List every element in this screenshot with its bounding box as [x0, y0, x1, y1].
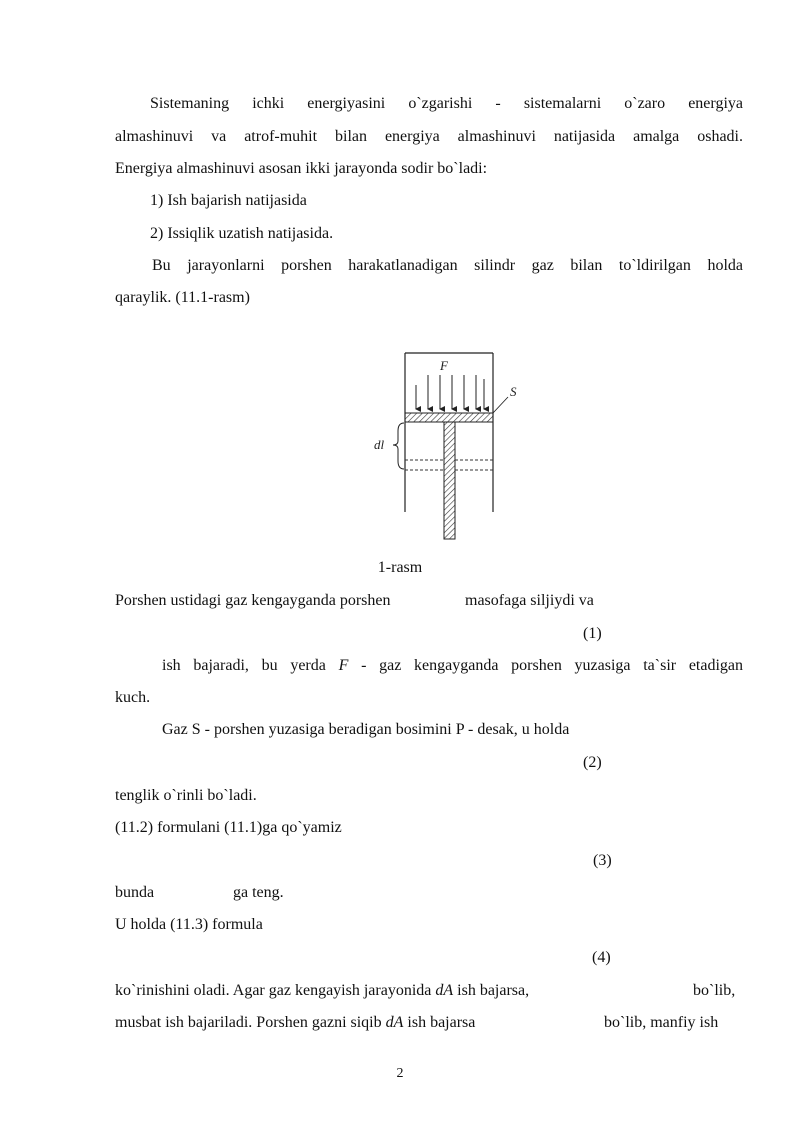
paragraph-6: tenglik o`rinli bo`ladi. — [115, 787, 257, 804]
dl-brace — [393, 423, 404, 469]
paragraph-10-symbol-da: dA — [435, 982, 454, 999]
paragraph-4-symbol-f: F — [338, 657, 349, 674]
paragraph-1-line-3: Energiya almashinuvi asosan ikki jarayonda sodir bo`ladi: — [115, 160, 488, 177]
figure-caption: 1-rasm — [377, 559, 423, 576]
paragraph-4-text-b: - gaz kengayganda porshen yuzasiga ta`sir etadigan — [361, 657, 744, 674]
piston-head — [405, 413, 493, 422]
paragraph-10-line-2-a — [115, 1013, 475, 1033]
paragraph-8-part-a: bunda — [115, 884, 155, 901]
paragraph-10-line-1-a — [115, 981, 529, 1001]
force-arrows — [416, 375, 484, 409]
area-label: S — [510, 384, 517, 399]
paragraph-1-line-1: Sistemaning ichki energiyasini o`zgarishi - sistemalarni o`zaro energiya — [150, 95, 743, 112]
equation-number-2: (2) — [583, 754, 602, 771]
piston-rod — [444, 422, 455, 539]
piston-cylinder-figure — [360, 345, 530, 545]
paragraph-3-part-b: masofaga siljiydi va — [465, 592, 594, 609]
paragraph-5: Gaz S - porshen yuzasiga beradigan bosimini P - desak, u holda — [162, 721, 570, 738]
paragraph-1-line-2: almashinuvi va atrof-muhit bilan energiya almashinuvi natijasida amalga oshadi. — [115, 128, 743, 145]
paragraph-10-text-d: ish bajarsa — [407, 1014, 476, 1031]
equation-number-3: (3) — [593, 852, 612, 869]
page-number: 2 — [396, 1066, 404, 1081]
paragraph-8-part-b: ga teng. — [233, 884, 284, 901]
paragraph-9: U holda (11.3) formula — [115, 916, 263, 933]
displacement-label: dl — [374, 437, 385, 452]
paragraph-2-line-1: Bu jarayonlarni porshen harakatlanadigan silindr gaz bilan to`ldirilgan holda — [152, 257, 743, 274]
list-item-2: 2) Issiqlik uzatish natijasida. — [150, 225, 334, 242]
force-label: F — [440, 358, 448, 373]
paragraph-10-text-c: musbat ish bajariladi. Porshen gazni siqib — [115, 1014, 382, 1031]
paragraph-10-line-2-c: bo`lib, manfiy ish — [604, 1014, 719, 1031]
equation-number-4: (4) — [592, 949, 611, 966]
paragraph-3-part-a: Porshen ustidagi gaz kengayganda porshen — [115, 592, 391, 609]
paragraph-7: (11.2) formulani (11.1)ga qo`yamiz — [115, 819, 342, 836]
paragraph-10-text-b: ish bajarsa, — [457, 982, 530, 999]
paragraph-4-text-a: ish bajaradi, bu yerda — [162, 657, 326, 674]
paragraph-10-symbol-da-2: dA — [385, 1014, 404, 1031]
s-leader-line — [493, 397, 508, 413]
paragraph-2-line-2: qaraylik. (11.1-rasm) — [115, 289, 250, 306]
paragraph-4-line-2: kuch. — [115, 689, 151, 706]
list-item-1: 1) Ish bajarish natijasida — [150, 192, 307, 209]
paragraph-10-text-a: ko`rinishini oladi. Agar gaz kengayish jarayonida — [115, 982, 432, 999]
paragraph-4-line-1 — [162, 656, 743, 676]
equation-number-1: (1) — [583, 625, 602, 642]
paragraph-10-line-1-c: bo`lib, — [693, 982, 736, 999]
